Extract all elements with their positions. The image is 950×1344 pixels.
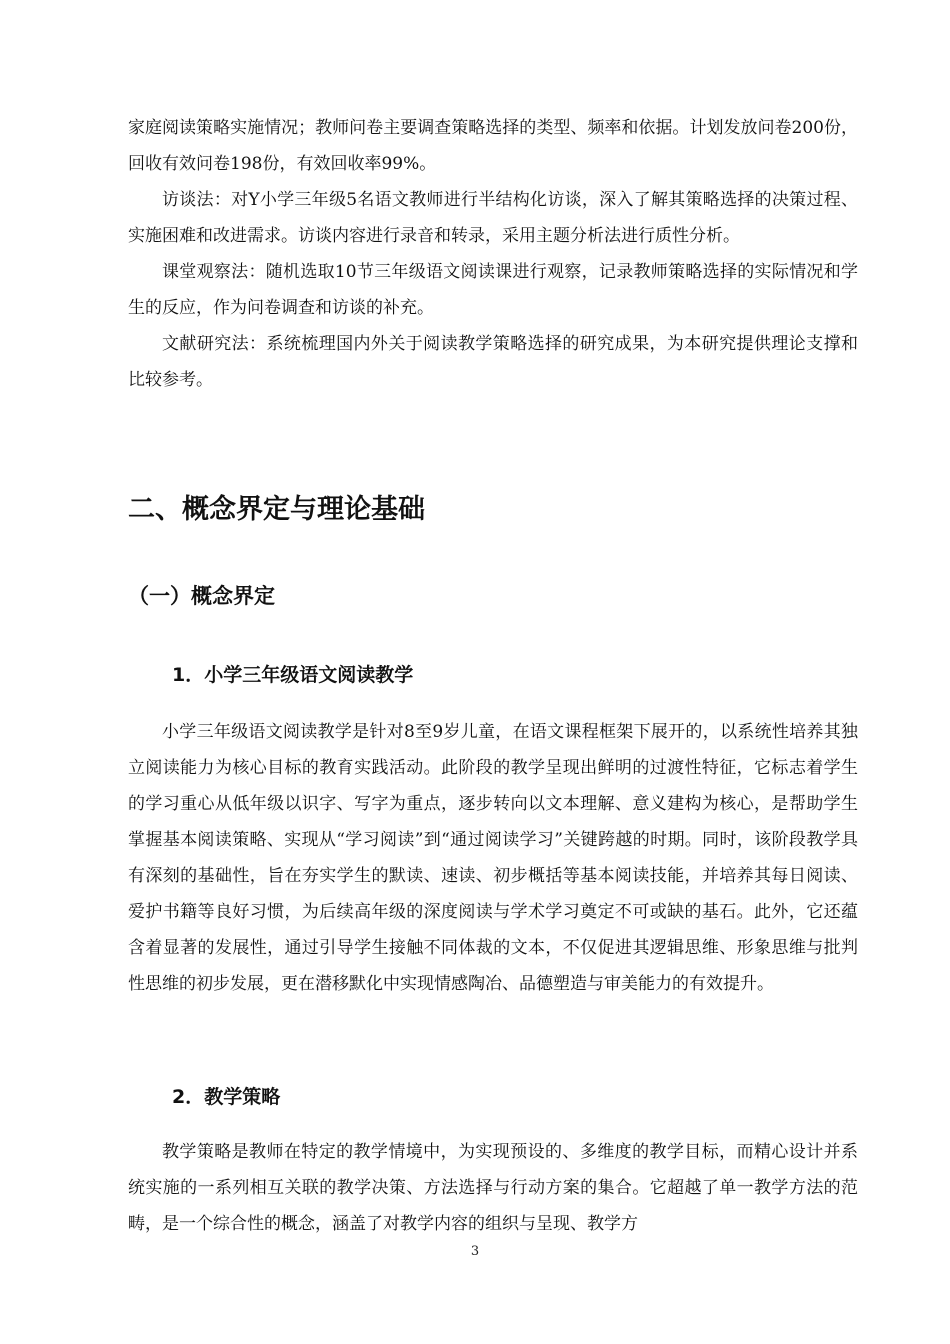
section-heading: 二、概念界定与理论基础 [128, 494, 425, 525]
paragraph-interview-method: 访谈法：对Y小学三年级5名语文教师进行半结构化访谈，深入了解其策略选择的决策过程、实施困难和改进需求。访谈内容进行录音和转录，采用主题分析法进行质性分析。 [128, 190, 858, 246]
intro-block [128, 110, 858, 398]
paragraph-questionnaire: 家庭阅读策略实施情况；教师问卷主要调查策略选择的类型、频率和依据。计划发放问卷200份，回收有效问卷198份，有效回收率99%。 [128, 118, 858, 174]
paragraph-teaching-strategy-definition: 教学策略是教师在特定的教学情境中，为实现预设的、多维度的教学目标，而精心设计并系统实施的一系列相互关联的教学决策、方法选择与行动方案的集合。它超越了单一教学方法的范畴，是一个综合性的概念，涵盖了对教学内容的组织与呈现、教学方 [128, 1142, 858, 1234]
paragraph-literature-method: 文献研究法：系统梳理国内外关于阅读教学策略选择的研究成果，为本研究提供理论支撑和比较参考。 [128, 334, 858, 390]
paragraph-reading-teaching-definition: 小学三年级语文阅读教学是针对8至9岁儿童，在语文课程框架下展开的，以系统性培养其独立阅读能力为核心目标的教育实践活动。此阶段的教学呈现出鲜明的过渡性特征，它标志着学生的学习重心从低年级以识字、写字为重点，逐步转向以文本理解、意义建构为核心，是帮助学生掌握基本阅读策略、实现从“学习阅读”到“通过阅读学习”关键跨越的时期。同时，该阶段教学具有深刻的基础性，旨在夯实学生的默读、速读、初步概括等基本阅读技能，并培养其每日阅读、爱护书籍等良好习惯，为后续高年级的深度阅读与学术学习奠定不可或缺的基石。此外，它还蕴含着显著的发展性，通过引导学生接触不同体裁的文本，不仅促进其逻辑思维、形象思维与批判性思维的初步发展，更在潜移默化中实现情感陶冶、品德塑造与审美能力的有效提升。 [128, 722, 858, 994]
paragraph-observation-method: 课堂观察法：随机选取10节三年级语文阅读课进行观察，记录教师策略选择的实际情况和学生的反应，作为问卷调查和访谈的补充。 [128, 262, 858, 318]
subsection-heading: （一）概念界定 [128, 584, 275, 608]
item-heading-reading-teaching: 1．小学三年级语文阅读教学 [172, 664, 414, 686]
page-number: 3 [470, 1244, 480, 1259]
item1-block [128, 714, 858, 1002]
item2-block [128, 1134, 858, 1242]
item-heading-teaching-strategy: 2．教学策略 [172, 1086, 281, 1108]
